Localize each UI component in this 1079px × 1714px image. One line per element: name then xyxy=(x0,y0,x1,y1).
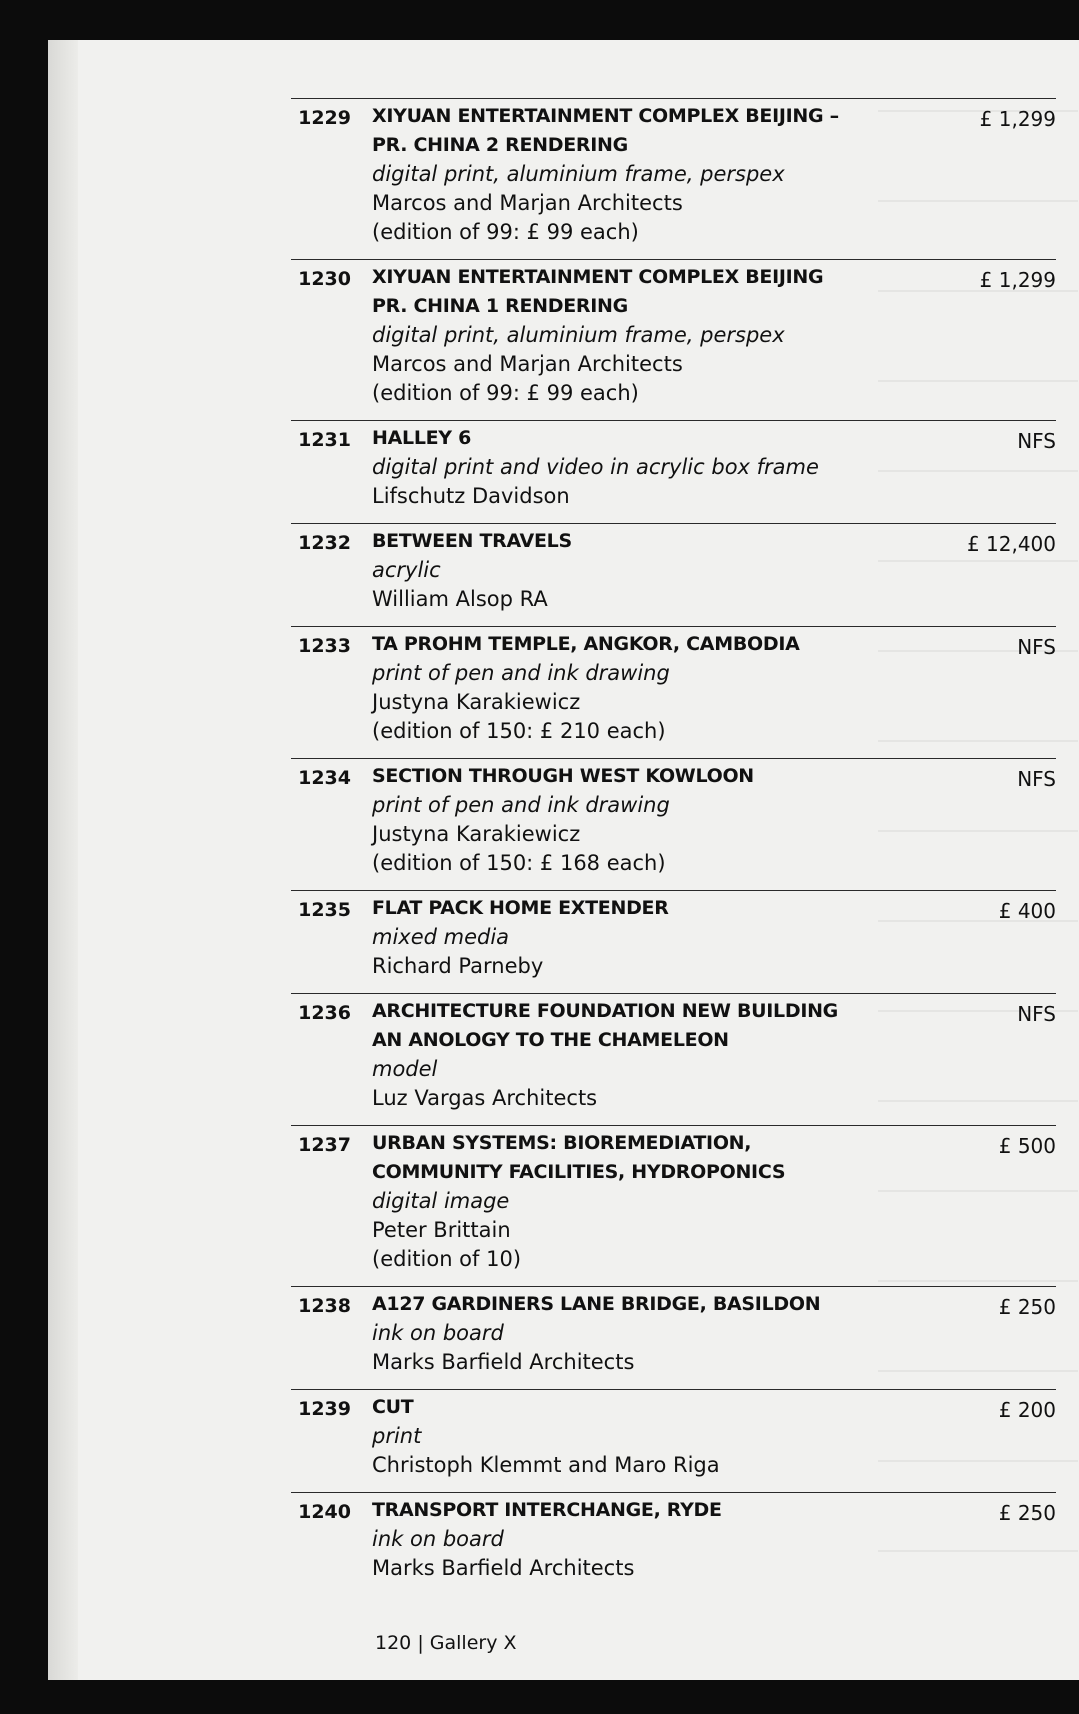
entry-artist: Justyna Karakiewicz xyxy=(372,690,581,714)
entry-price: £ 400 xyxy=(998,899,1056,923)
footer-separator: | xyxy=(417,1632,424,1654)
entry-medium: ink on board xyxy=(372,1321,504,1345)
entry-medium: ink on board xyxy=(372,1527,504,1551)
entry-title-line: COMMUNITY FACILITIES, HYDROPONICS xyxy=(372,1161,786,1183)
entry-medium: acrylic xyxy=(372,558,441,582)
entry-title-line: ARCHITECTURE FOUNDATION NEW BUILDING xyxy=(372,1000,838,1022)
catalogue-entry xyxy=(291,1492,1056,1595)
entry-content xyxy=(372,762,932,878)
entry-artist: Peter Brittain xyxy=(372,1218,511,1242)
entry-content xyxy=(372,630,932,746)
entry-edition: (edition of 150: £ 168 each) xyxy=(372,851,666,875)
entry-artist: Lifschutz Davidson xyxy=(372,484,570,508)
entry-content xyxy=(372,894,932,981)
entry-title-line: AN ANOLOGY TO THE CHAMELEON xyxy=(372,1029,729,1051)
entry-price: £ 200 xyxy=(998,1398,1056,1422)
page-edge xyxy=(48,40,78,1680)
catalogue-entry xyxy=(291,1125,1056,1286)
entry-content xyxy=(372,1496,932,1583)
catalogue-entry xyxy=(291,523,1056,626)
entry-price: NFS xyxy=(1017,429,1056,453)
catalogue-entry xyxy=(291,626,1056,758)
entry-title-line: URBAN SYSTEMS: BIOREMEDIATION, xyxy=(372,1132,752,1154)
entry-number: 1229 xyxy=(298,107,351,129)
entry-price: NFS xyxy=(1017,1002,1056,1026)
entry-edition: (edition of 99: £ 99 each) xyxy=(372,381,639,405)
entry-content xyxy=(372,527,932,614)
entry-medium: print of pen and ink drawing xyxy=(372,793,670,817)
entry-title-line: A127 GARDINERS LANE BRIDGE, BASILDON xyxy=(372,1293,821,1315)
entry-artist: Richard Parneby xyxy=(372,954,544,978)
entry-title-line: CUT xyxy=(372,1396,414,1418)
entry-title-line: TRANSPORT INTERCHANGE, RYDE xyxy=(372,1499,722,1521)
entry-artist: Marks Barfield Architects xyxy=(372,1556,635,1580)
entry-price: £ 12,400 xyxy=(966,532,1056,556)
entry-number: 1236 xyxy=(298,1002,351,1024)
entry-price: NFS xyxy=(1017,767,1056,791)
catalogue-entry xyxy=(291,259,1056,420)
entry-content xyxy=(372,102,932,247)
entry-medium: model xyxy=(372,1057,438,1081)
entry-title-line: PR. CHINA 2 RENDERING xyxy=(372,134,628,156)
catalogue-page xyxy=(48,40,1079,1680)
catalogue-entry xyxy=(291,890,1056,993)
entry-price: £ 250 xyxy=(998,1501,1056,1525)
catalogue-entry xyxy=(291,1286,1056,1389)
entry-title-line: XIYUAN ENTERTAINMENT COMPLEX BEIJING – xyxy=(372,105,839,127)
entry-title-line: PR. CHINA 1 RENDERING xyxy=(372,295,628,317)
entry-price: £ 250 xyxy=(998,1295,1056,1319)
entry-title-line: HALLEY 6 xyxy=(372,427,471,449)
entry-content xyxy=(372,1393,932,1480)
entry-content xyxy=(372,1129,932,1274)
entry-content xyxy=(372,424,932,511)
footer-section: Gallery X xyxy=(429,1632,517,1654)
entry-number: 1240 xyxy=(298,1501,351,1523)
entry-number: 1232 xyxy=(298,532,351,554)
entry-artist: Christoph Klemmt and Maro Riga xyxy=(372,1453,720,1477)
entry-number: 1235 xyxy=(298,899,351,921)
entry-title-line: TA PROHM TEMPLE, ANGKOR, CAMBODIA xyxy=(372,633,800,655)
entry-medium: digital print, aluminium frame, perspex xyxy=(372,162,785,186)
entry-title-line: SECTION THROUGH WEST KOWLOON xyxy=(372,765,754,787)
entry-medium: digital image xyxy=(372,1189,510,1213)
catalogue-entry xyxy=(291,98,1056,259)
catalogue-entry xyxy=(291,420,1056,523)
entry-artist: Justyna Karakiewicz xyxy=(372,822,581,846)
entry-title-line: BETWEEN TRAVELS xyxy=(372,530,572,552)
entry-price: NFS xyxy=(1017,635,1056,659)
entry-title-line: FLAT PACK HOME EXTENDER xyxy=(372,897,669,919)
entry-medium: print of pen and ink drawing xyxy=(372,661,670,685)
entry-artist: Marcos and Marjan Architects xyxy=(372,352,683,376)
page-footer xyxy=(375,1632,517,1654)
entry-price: £ 500 xyxy=(998,1134,1056,1158)
entry-number: 1234 xyxy=(298,767,351,789)
entry-number: 1231 xyxy=(298,429,351,451)
catalogue-entry xyxy=(291,1389,1056,1492)
entry-medium: digital print, aluminium frame, perspex xyxy=(372,323,785,347)
catalogue-entry xyxy=(291,758,1056,890)
entry-title-line: XIYUAN ENTERTAINMENT COMPLEX BEIJING xyxy=(372,266,824,288)
catalogue-entries xyxy=(291,98,1079,1595)
entry-number: 1233 xyxy=(298,635,351,657)
entry-artist: William Alsop RA xyxy=(372,587,548,611)
entry-artist: Marcos and Marjan Architects xyxy=(372,191,683,215)
entry-medium: print xyxy=(372,1424,422,1448)
entry-price: £ 1,299 xyxy=(979,268,1056,292)
entry-edition: (edition of 99: £ 99 each) xyxy=(372,220,639,244)
entry-edition: (edition of 10) xyxy=(372,1247,522,1271)
entry-content xyxy=(372,1290,932,1377)
entry-artist: Marks Barfield Architects xyxy=(372,1350,635,1374)
entry-price: £ 1,299 xyxy=(979,107,1056,131)
entry-number: 1238 xyxy=(298,1295,351,1317)
catalogue-entry xyxy=(291,993,1056,1125)
entry-medium: mixed media xyxy=(372,925,510,949)
entry-artist: Luz Vargas Architects xyxy=(372,1086,598,1110)
entry-content xyxy=(372,997,932,1113)
page-number: 120 xyxy=(375,1632,412,1654)
entry-number: 1230 xyxy=(298,268,351,290)
entry-medium: digital print and video in acrylic box frame xyxy=(372,455,819,479)
entry-edition: (edition of 150: £ 210 each) xyxy=(372,719,666,743)
entry-number: 1237 xyxy=(298,1134,351,1156)
entry-content xyxy=(372,263,932,408)
entry-number: 1239 xyxy=(298,1398,351,1420)
